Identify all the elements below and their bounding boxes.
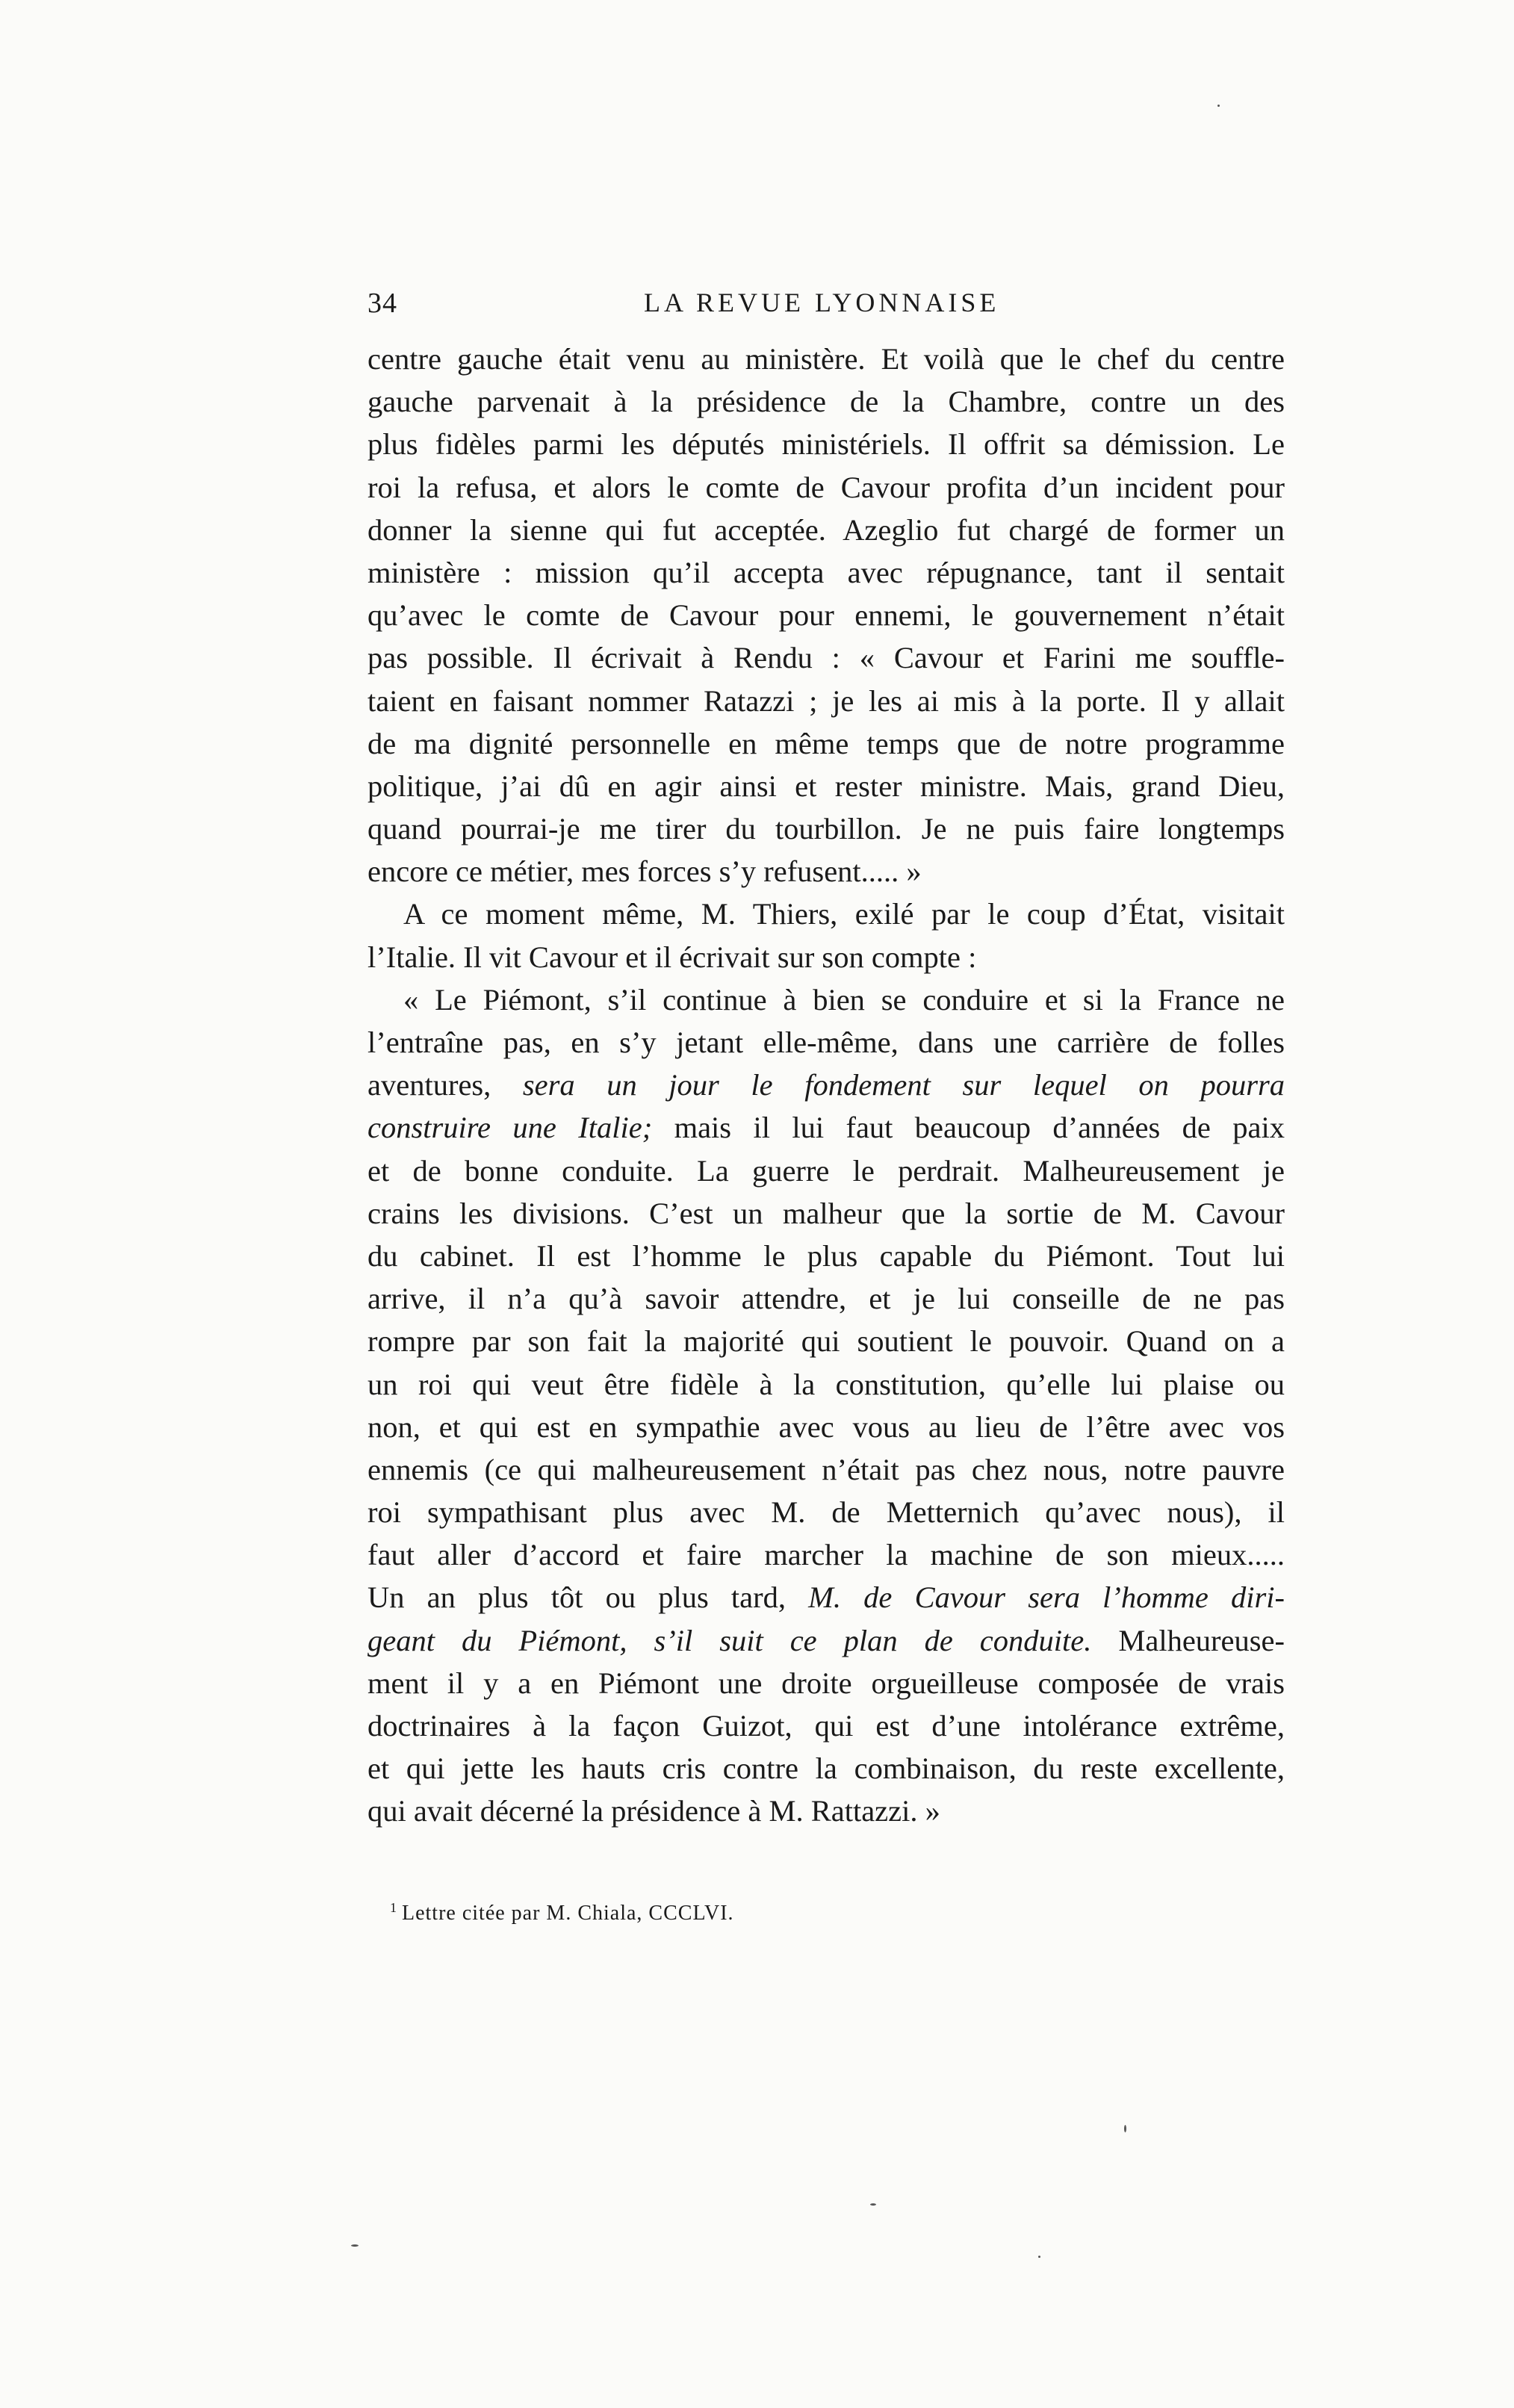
text-line: roi la refusa, et alors le comte de Cavour profita d’un incident pour	[367, 470, 1285, 504]
scan-speck	[351, 2244, 359, 2247]
text-line: quand pourrai-je me tirer du tourbillon. Je ne puis faire longtemps	[367, 812, 1285, 846]
text-line: et qui jette les hauts cris contre la combinaison, du reste excellente,	[367, 1751, 1285, 1786]
text-segment: Un an plus tôt ou plus tard,	[367, 1580, 809, 1615]
text-line: qu’avec le comte de Cavour pour ennemi, le gouvernement n’était	[367, 598, 1285, 633]
scan-speck	[1038, 2256, 1040, 2258]
text-line: A ce moment même, M. Thiers, exilé par le coup d’État, visitait	[403, 897, 1285, 931]
footnote-marker: 1	[390, 1900, 397, 1915]
italic-segment: construire une Italie;	[367, 1111, 653, 1145]
footnote-text: Lettre citée par M. Chiala, CCCLVI.	[402, 1902, 734, 1925]
text-segment: mais il lui faut beaucoup d’années de paix	[652, 1111, 1285, 1145]
italic-segment: geant du Piémont, s’il suit ce plan de conduite.	[367, 1623, 1092, 1657]
text-line: doctrinaires à la façon Guizot, qui est d’une intolérance extrême,	[367, 1709, 1285, 1743]
footnote	[390, 1900, 734, 1926]
text-line: de ma dignité personnelle en même temps que de notre programme	[367, 726, 1285, 760]
scan-speck	[1217, 105, 1220, 107]
italic-segment: sera un jour le fondement sur lequel on pourra	[522, 1068, 1285, 1102]
text-line	[367, 1064, 1285, 1106]
text-line: ment il y a en Piémont une droite orgueilleuse composée de vrais	[367, 1666, 1285, 1700]
text-line: l’entraîne pas, en s’y jetant elle-même, dans une carrière de folles	[367, 1025, 1285, 1059]
running-title: LA REVUE LYONNAISE	[644, 288, 1000, 317]
text-line: qui avait décerné la présidence à M. Rattazzi. »	[367, 1794, 940, 1828]
text-line: du cabinet. Il est l’homme le plus capable du Piémont. Tout lui	[367, 1238, 1285, 1273]
text-line: arrive, il n’a qu’à savoir attendre, et je lui conseille de ne pas	[367, 1282, 1285, 1316]
text-segment: aventures,	[367, 1068, 523, 1102]
text-line: gauche parvenait à la présidence de la Chambre, contre un des	[367, 385, 1285, 419]
text-line: crains les divisions. C’est un malheur que la sortie de M. Cavour	[367, 1196, 1285, 1230]
text-line: centre gauche était venu au ministère. Et voilà que le chef du centre	[367, 342, 1285, 376]
paragraph-1	[367, 338, 1285, 893]
text-line	[367, 1576, 1285, 1619]
text-line: rompre par son fait la majorité qui soutient le pouvoir. Quand on a	[367, 1324, 1285, 1359]
text-line: non, et qui est en sympathie avec vous au lieu de l’être avec vos	[367, 1409, 1285, 1444]
text-line: plus fidèles parmi les députés ministériels. Il offrit sa démission. Le	[367, 427, 1285, 462]
page-header	[367, 287, 1010, 332]
paragraph-2	[367, 893, 1285, 978]
italic-segment: M. de Cavour sera l’homme diri-	[808, 1580, 1285, 1615]
text-line: et de bonne conduite. La guerre le perdrait. Malheureusement je	[367, 1153, 1285, 1188]
text-line: roi sympathisant plus avec M. de Metternich qu’avec nous), il	[367, 1495, 1285, 1530]
body-text	[367, 338, 1285, 1833]
text-line: ennemis (ce qui malheureusement n’était pas chez nous, notre pauvre	[367, 1452, 1285, 1486]
scan-speck	[1124, 2125, 1126, 2132]
text-line: ministère : mission qu’il accepta avec répugnance, tant il sentait	[367, 555, 1285, 589]
text-line: taient en faisant nommer Ratazzi ; je les ai mis à la porte. Il y allait	[367, 683, 1285, 718]
text-line	[367, 1619, 1285, 1662]
text-line: encore ce métier, mes forces s’y refusent..... »	[367, 854, 922, 889]
text-line: donner la sienne qui fut acceptée. Azeglio fut chargé de former un	[367, 512, 1285, 547]
page-number: 34	[367, 288, 397, 319]
text-line: un roi qui veut être fidèle à la constitution, qu’elle lui plaise ou	[367, 1367, 1285, 1401]
scan-speck	[870, 2203, 876, 2206]
text-line: l’Italie. Il vit Cavour et il écrivait sur son compte :	[367, 940, 977, 974]
text-segment: Malheureuse-	[1091, 1623, 1285, 1657]
text-line	[367, 1106, 1285, 1149]
paragraph-3-quotation	[367, 978, 1285, 1833]
text-line: politique, j’ai dû en agir ainsi et rester ministre. Mais, grand Dieu,	[367, 769, 1285, 803]
text-line: faut aller d’accord et faire marcher la machine de son mieux.....	[367, 1538, 1285, 1572]
text-line: pas possible. Il écrivait à Rendu : « Cavour et Farini me souffle-	[367, 641, 1285, 675]
text-line: « Le Piémont, s’il continue à bien se conduire et si la France ne	[403, 982, 1285, 1017]
